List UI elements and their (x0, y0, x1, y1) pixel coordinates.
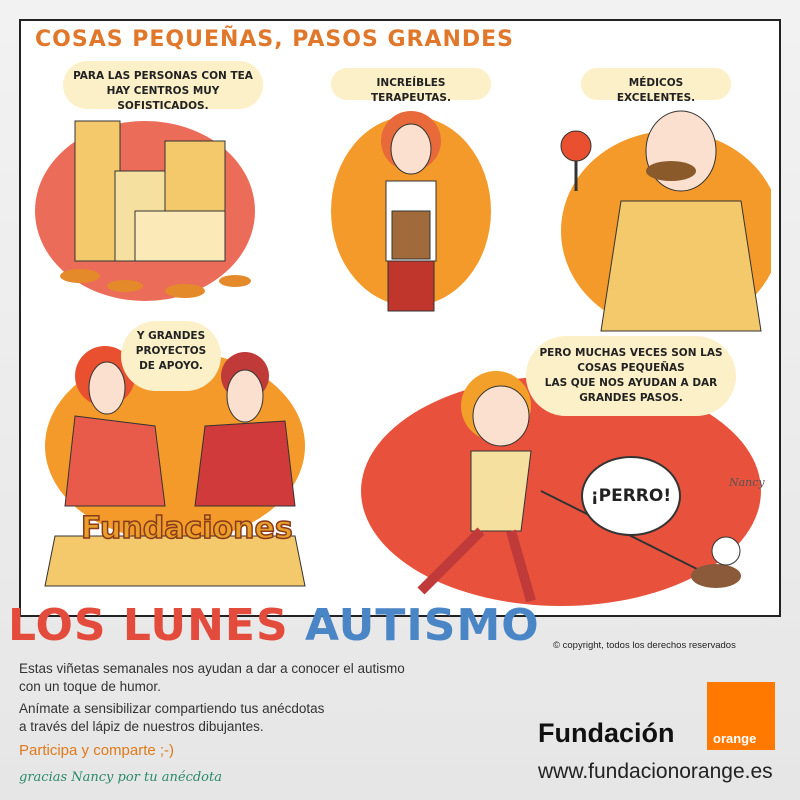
call-to-action: Participa y comparte ;-) (19, 742, 175, 759)
website-link[interactable]: www.fundacionorange.es (538, 760, 773, 783)
series-title (8, 600, 540, 651)
comic-title: COSAS PEQUEÑAS, PASOS GRANDES (35, 27, 515, 52)
speech-bubble-small-things: PERO MUCHAS VECES SON LAS COSAS PEQUEÑAS LAS QUE NOS AYUDAN A DAR GRANDES PASOS. (526, 336, 736, 416)
fundaciones-sign-text: Fundaciones (81, 511, 293, 546)
signature: Nancy (729, 476, 765, 489)
description-line-2: con un toque de humor. (19, 679, 161, 694)
description-line-3: Anímate a sensibilizar compartiendo tus anécdotas (19, 701, 325, 716)
speech-bubble-dog: ¡PERRO! (581, 456, 681, 536)
copyright-notice: © copyright, todos los derechos reservados (553, 640, 736, 651)
speech-bubble-projects: Y GRANDES PROYECTOS DE APOYO. (121, 321, 221, 391)
speech-bubble-therapists: INCREÍBLES TERAPEUTAS. (331, 68, 491, 100)
panel-therapist-illustration (326, 91, 496, 331)
panel-doctor-illustration (531, 91, 771, 341)
thanks-note: gracias Nancy por tu anécdota (19, 770, 222, 785)
series-title-part2: AUTISMO (304, 600, 540, 651)
panel-buildings-illustration (35, 101, 265, 321)
orange-logo-text: orange (713, 731, 757, 746)
series-title-part1: LOS LUNES (8, 600, 305, 651)
speech-bubble-centers: PARA LAS PERSONAS CON TEA HAY CENTROS MUY SOFISTICADOS. (63, 61, 263, 109)
description-line-4: a través del lápiz de nuestros dibujantes. (19, 719, 264, 734)
fundacion-label: Fundación (538, 718, 675, 748)
orange-logo[interactable] (707, 682, 775, 750)
description-line-1: Estas viñetas semanales nos ayudan a dar a conocer el autismo (19, 661, 405, 676)
comic-strip (19, 19, 781, 617)
speech-bubble-doctors: MÉDICOS EXCELENTES. (581, 68, 731, 100)
